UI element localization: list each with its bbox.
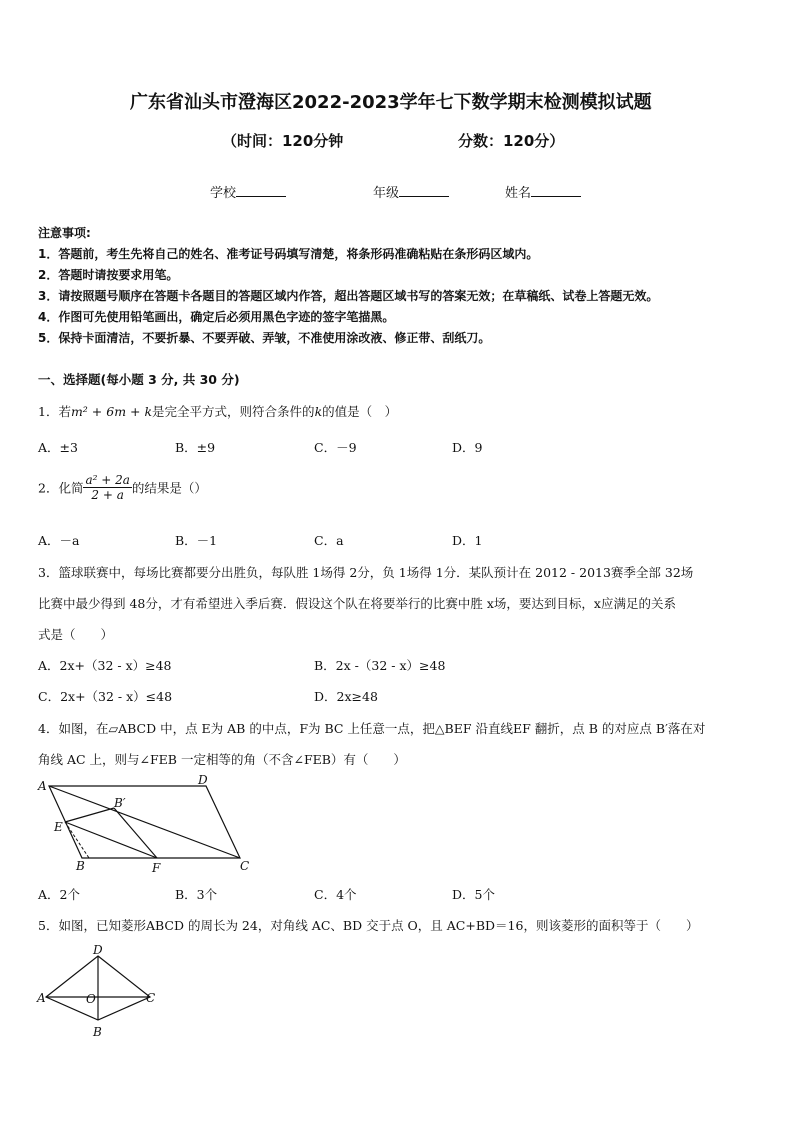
dashed-eb xyxy=(65,822,89,858)
q1-option-d[interactable]: D．9 xyxy=(452,440,483,455)
q3-option-d[interactable]: D．2x≥48 xyxy=(314,689,378,704)
note-item: 1．答题前，考生先将自己的姓名、准考证号码填写清楚，将条形码准确粘贴在条形码区域内。 xyxy=(38,247,539,261)
q4-option-c[interactable]: C．4个 xyxy=(314,887,357,902)
grade-blank[interactable] xyxy=(399,184,449,197)
question-1 xyxy=(38,402,397,420)
label-c: C xyxy=(240,859,250,873)
q5-rhombus-figure xyxy=(34,940,164,1040)
label-d: D xyxy=(93,943,103,957)
segment-b-prime-f xyxy=(114,808,157,858)
q1-option-a[interactable]: A．±3 xyxy=(38,440,78,455)
q4-line: 4．如图，在▱ABCD 中，点 E为 AB 的中点，F为 BC 上任意一点，把△BEF 沿直线EF 翻折，点 B 的对应点 B′落在对 xyxy=(38,721,706,736)
grade-label: 年级 xyxy=(373,186,400,201)
label-c: C xyxy=(146,991,156,1005)
q1-expression: m² + 6m + k xyxy=(70,404,153,419)
q2-option-c[interactable]: C．a xyxy=(314,533,344,548)
q1-option-c[interactable]: C．－9 xyxy=(314,440,357,455)
exam-score: 分数：120分） xyxy=(458,132,565,150)
q2-suffix: 的结果是（） xyxy=(131,480,207,496)
segment-eb-prime xyxy=(65,808,114,822)
school-label: 学校 xyxy=(210,186,237,201)
label-e: E xyxy=(54,820,63,834)
name-label: 姓名 xyxy=(505,186,532,201)
exam-time: （时间：120分钟 xyxy=(222,132,344,150)
q2-fraction xyxy=(83,473,131,502)
note-item: 2．答题时请按要求用笔。 xyxy=(38,268,179,282)
label-b: B xyxy=(76,859,85,873)
q4-parallelogram-figure xyxy=(34,770,264,878)
label-f: F xyxy=(152,861,161,875)
fold-line-ef xyxy=(65,822,157,858)
note-item: 3．请按照题号顺序在答题卡各题目的答题区域内作答，超出答题区域书写的答案无效；在草稿纸、试卷上答题无效。 xyxy=(38,289,659,303)
school-blank[interactable] xyxy=(236,184,286,197)
school-field[interactable] xyxy=(210,182,286,201)
label-a: A xyxy=(38,779,47,793)
page-title: 广东省汕头市澄海区2022-2023学年七下数学期末检测模拟试题 xyxy=(130,92,652,113)
q3-line: 式是（ ） xyxy=(38,627,114,642)
q2-prefix: 2．化简 xyxy=(38,480,84,496)
name-blank[interactable] xyxy=(531,184,581,197)
label-a: A xyxy=(37,991,46,1005)
label-o: O xyxy=(86,992,96,1006)
label-d: D xyxy=(198,773,208,787)
section-heading: 一、选择题(每小题 3 分, 共 30 分) xyxy=(38,372,240,387)
q3-option-a[interactable]: A．2x+（32 - x）≥48 xyxy=(38,658,172,673)
q1-var: k xyxy=(314,404,323,419)
q3-option-b[interactable]: B．2x -（32 - x）≥48 xyxy=(314,658,446,673)
q4-option-a[interactable]: A．2个 xyxy=(38,887,80,902)
q3-line: 3．篮球联赛中，每场比赛都要分出胜负，每队胜 1场得 2分，负 1场得 1分．某队预计在 2012 - 2013赛季全部 32场 xyxy=(38,565,694,580)
note-item: 5．保持卡面清洁，不要折暴、不要弄破、弄皱，不准使用涂改液、修正带、刮纸刀。 xyxy=(38,331,491,345)
q2-option-d[interactable]: D．1 xyxy=(452,533,483,548)
q4-option-d[interactable]: D．5个 xyxy=(452,887,495,902)
label-b: B xyxy=(93,1025,102,1039)
q4-option-b[interactable]: B．3个 xyxy=(175,887,218,902)
name-field[interactable] xyxy=(505,182,581,201)
q3-line: 比赛中最少得到 48分，才有希望进入季后赛．假设这个队在将要举行的比赛中胜 x场，要达到目标，x应满足的关系 xyxy=(38,596,676,611)
q3-option-c[interactable]: C．2x+（32 - x）≤48 xyxy=(38,689,173,704)
q2-denominator: 2 + a xyxy=(91,488,124,502)
q1-prefix: 1．若 xyxy=(38,404,71,419)
q2-option-a[interactable]: A．－a xyxy=(38,533,80,548)
q1-mid: 是完全平方式，则符合条件的 xyxy=(152,404,315,419)
q4-line: 角线 AC 上，则与∠FEB 一定相等的角（不含∠FEB）有（ ） xyxy=(38,752,406,767)
question-5: 5．如图，已知菱形ABCD 的周长为 24，对角线 AC、BD 交于点 O，且 AC+BD＝16，则该菱形的面积等于（ ） xyxy=(38,918,699,933)
notes-title: 注意事项: xyxy=(38,226,91,240)
label-b-prime: B′ xyxy=(114,796,126,810)
q2-option-b[interactable]: B．－1 xyxy=(175,533,218,548)
grade-field[interactable] xyxy=(373,182,449,201)
q1-suffix: 的值是（ ） xyxy=(322,404,398,419)
question-2 xyxy=(38,473,207,502)
q2-numerator: a² + 2a xyxy=(85,473,130,487)
note-item: 4．作图可先使用铅笔画出，确定后必须用黑色字迹的签字笔描黑。 xyxy=(38,310,395,324)
q1-option-b[interactable]: B．±9 xyxy=(175,440,216,455)
